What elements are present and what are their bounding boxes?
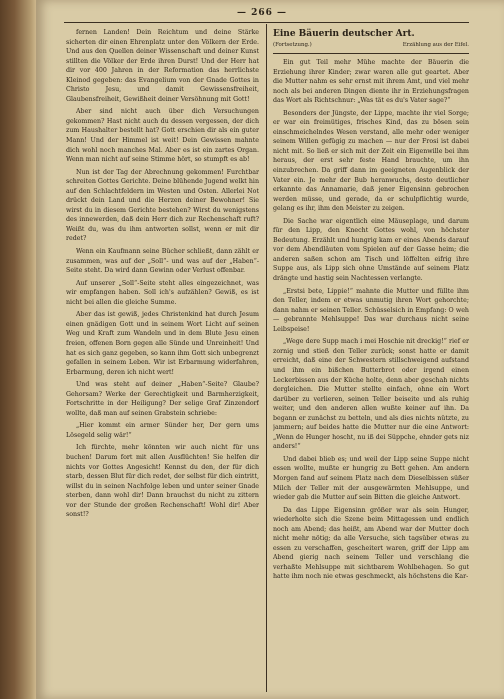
left-column [66, 28, 259, 692]
story-paragraph: „Erstsi bete, Lippie!“ mahnte die Mutter und füllte ihm den Teller, indem er etwas unmutig ihren Wort gehorchte; dann nahm er seinen Teller. Schüsselsich in Empfang: O weh — gebrannte Mehlsuppe! Das war durchaus nicht seine Leibspeise! [273, 287, 469, 333]
header-rule [64, 22, 469, 23]
page-number: — 266 — [236, 8, 288, 18]
column-divider [266, 24, 267, 692]
grave-inscription-quote: „Hier kommt ein armer Sünder her, Der gern ums Lösegeld selig wär!“ [66, 422, 259, 439]
book-binding [0, 0, 36, 699]
article-title: Eine Bäuerin deutscher Art. [273, 29, 415, 39]
title-rule [273, 53, 469, 54]
right-column [273, 28, 469, 692]
sermon-paragraph: Und was steht auf deiner „Haben“-Seite? Glaube? Gehorsam? Werke der Gerechtigkeit und Barmherzigkeit, Fortschritte in der Heiligung? Der selige Graf Zinzendorf wollte, daß man auf seinen Grabstein schriebe: [66, 381, 259, 417]
sermon-paragraph: Wenn ein Kaufmann seine Bücher schließt, dann zählt er zusammen, was auf der „Soll“- und was auf der „Haben“-Seite steht. Da wird dann Gewinn oder Verlust offenbar. [66, 248, 259, 275]
story-paragraph: Ein gut Teil mehr Mühe machte der Bäuerin die Erziehung ihrer Kinder; zwar waren alle gut geartet. Aber die Mutter nahm es sehr ernst mit ihrem Amt, und viel mehr noch als bei anderen Dingen diente ihr in Erziehungsfragen das Wort als Richtschnur: „Was tät es du's Vater sage?“ [273, 59, 469, 105]
story-paragraph: Besonders der Jüngste, der Lippe, machte ihr viel Sorge; er war ein freimütiges, frisches Kind, das zu bösen sein einschmeichelndes Wesen verstand, alle mehr oder weniger seinem Willen gefügig zu machen — nur der Frosi ist dabei nicht mit. So ließ er sich mit der Zeit ein Eigenwille bei ihm heraus, der erst sehr feste Hand brauchte, um ihn einzubrechen. Da griff dann im geeigneten Augenblick der Vater ein. Je mehr der Bub heranwuchs, desto deutlicher erkannte das Annamarie, daß jener Eigensinn gebrochen werden müsse, und gerade, da er schulpflichtig wurde, gelang es ihr, ihm den Meister zu zeigen. [273, 109, 469, 213]
source-label: Erzählung aus der Eifel. [402, 42, 469, 48]
article-subtitle-row [273, 41, 469, 49]
continuation-label: (Fortsetzung.) [273, 42, 312, 48]
sermon-paragraph: Aber sind nicht auch über dich Versuchungen gekommen? Hast nicht auch du dessen vergessen, der dich zum Haushalter bestellt hat? Gott erschien dir als ein guter Mann! Und der Himmel ist weit! Dein Gewissen mahnte dich wohl noch manches Mal. Aber es ist ein zartes Organ. Wenn man nicht auf seine Stimme hört, so stumpft es ab! [66, 108, 259, 164]
sermon-paragraph: Ich fürchte, mehr könnten wir auch nicht für uns buchen! Darum fort mit allen Ausflüchten! Sie helfen dir nichts vor Gottes Angesicht! Kennst du den, der für dich starb, dessen Blut für dich redet, der selbst für dich eintritt, willst du in seinen Nachfolge leben und unter seiner Gnade sterben, dann wohl dir! Dann brauchst du nicht zu zittern vor der Stunde der großen Rechenschaft! Wohl dir! Aber sonst!? [66, 444, 259, 519]
story-paragraph: Die Sache war eigentlich eine Mäuseplage, und darum für den Lipp, den Knecht Gottes wohl, von höchster Bedeutung. Erzählt und hungrig kam er eines Abends darauf vor dem Abendläuten vom Spielen auf der Gasse heim; die anderen saßen schon am Tisch und löffelten eifrig ihre Suppe aus, als Lipp sich ohne Umstände auf seinem Platz drängte und hastig sein Nachtessen verlangte. [273, 217, 469, 283]
story-paragraph: „Wege dere Supp mach i mei Hoschie nit dreckig!“ rief er zornig und stieß den Teller zurück; sonst hatte er damit erreicht, daß eine der Schwestern stillschweigend aufstand und ihm ein bißchen Butterbrot oder irgend einen Leckerbissen aus der Küche holte, denn aber geschah nichts dergleichen. Die Mutter stellte einfach, ohne ein Wort darüber zu verlieren, seinen Teller beiseite und als ruhig weiter, und den anderen allen wußte keiner auf ihn. Da begann er zunächst zu betteln, und als dies nichts nützte, zu jammern; auf beides hatte die Mutter nur die eine Antwort: „Wenn de Hunger hoscht, nu iß dei Süppche, ehnder gets niz anders!“ [273, 338, 469, 451]
sermon-paragraph: Aber das ist gewiß, jedes Christenkind hat durch Jesum einen gnädigen Gott und in seinem Wort Licht auf seinen Weg und Kraft zum Wandeln und in dem Blute Jesu einen freien, offenen Born gegen alle Sünde und Unreinheit! Und hat es sich ganz gegeben, so kann ihm Gott sich unbegrenzt gefallen in seinem Leben. Wir ist Erbarmung widerfahren, Erbarmung, deren ich nicht wert! [66, 311, 259, 376]
story-paragraph: Und dabei blieb es; und weil der Lipp seine Suppe nicht essen wollte, mußte er hungrig zu Bett gehen. Am andern Morgen fand auf seinem Platz nach dem Dieselbissen süßer Milch der Teller mit der ausgewärmten Mehlsuppe, und wieder gab die Mutter auf sein Bitten die gleiche Antwort. [273, 455, 469, 502]
sermon-paragraph: Nun ist der Tag der Abrechnung gekommen! Furchtbar schreiten Gottes Gerichte. Deine blühende Jugend welkt hin auf den Schlachtfeldern im Westen und Osten. Allerlei Not drückt dein Land und die Herzen deiner Bewohner! Sie wirst du in diesem Gerichte bestehen? Wirst du wenigstens des innewerden, daß dein Herr dich zur Rechenschaft ruft? Weißt du, was du ihm antworten sollst, wenn er mit dir redet? [66, 168, 259, 243]
sermon-paragraph: Auf unserer „Soll“-Seite steht alles eingezeichnet, was wir empfangen haben. Soll ich's aufzählen? Gewiß, es ist nicht bei allen die gleiche Summe. [66, 279, 259, 306]
story-paragraph: Da das Lippe Eigensinn größer war als sein Hunger, wiederholte sich die Szene beim Mittagessen und endlich noch am Abend; das heißt, am Abend war der Mutter doch nicht mehr nötig; da alle Versuche, sich tagsüber etwas zu essen zu verschaffen, gescheitert waren, griff der Lipp am Abend gierig nach seinem Teller und verschlang die verhaßte Mehlsuppe mit sichtbarem Wohlbehagen. So gut hatte ihm noch nie etwas geschmeckt, als höchstens die Kar- [273, 506, 469, 581]
sermon-paragraph: fernen Landen! Dein Reichtum und deine Stärke sicherten dir einen Ehrenplatz unter den Völkern der Erde. Und aus den Quellen deiner Wissenschaft und deiner Kunst stillten die Völker der Erde ihren Durst! Und der Herr hat dir vor 400 Jahren in der Reformation das herrlichste Kleinod gegeben: das Evangelium von der Gnade Gottes in Christo Jesu, und damit Gewissensfreiheit, Glaubensfreiheit, Gewißheit deiner Versöhnung mit Gott! [66, 29, 259, 103]
